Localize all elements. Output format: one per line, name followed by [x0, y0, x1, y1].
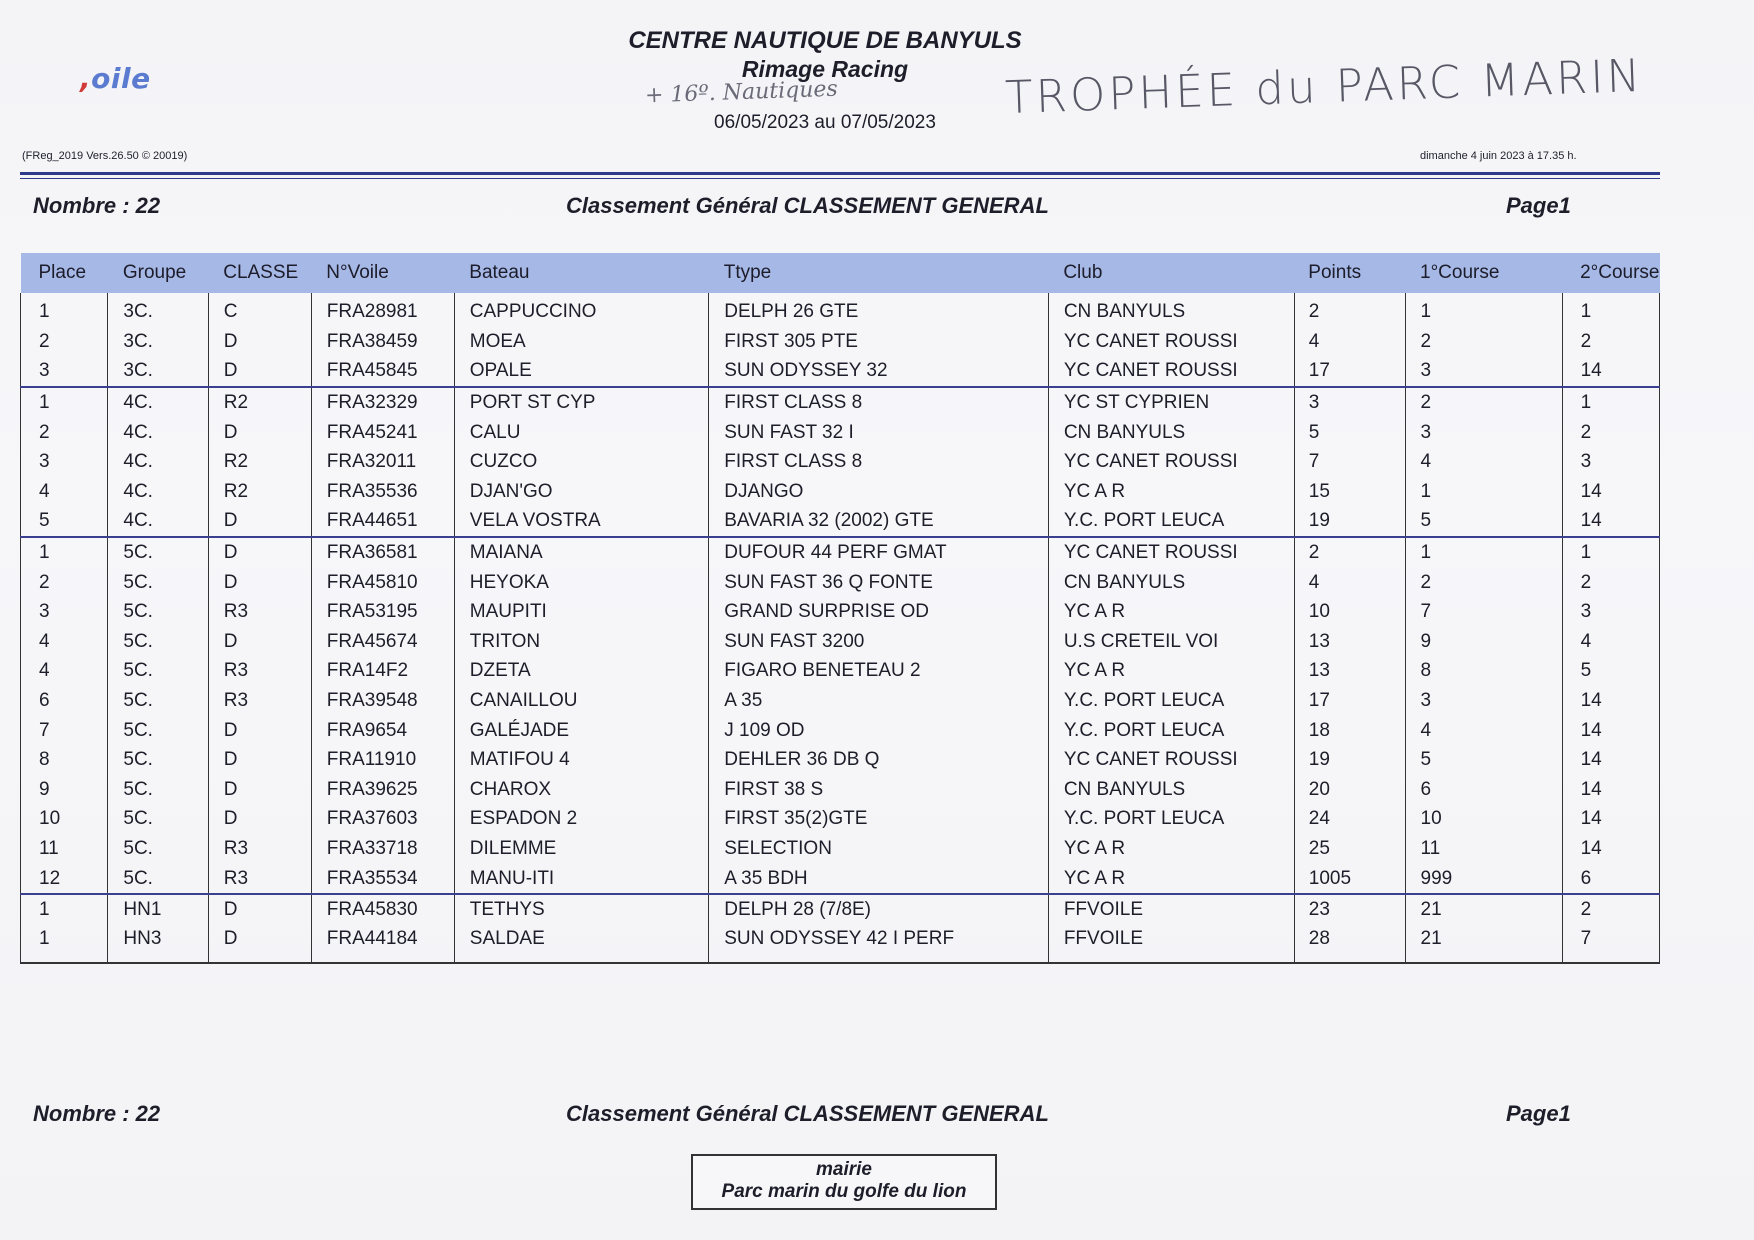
table-row	[21, 894, 1660, 925]
table-row	[21, 356, 1660, 387]
cell-points: 17	[1294, 356, 1405, 387]
sponsor-box	[691, 1154, 997, 1210]
cell-sail-number: FRA32011	[311, 447, 454, 477]
handwritten-title: TROPHÉE du PARC MARIN	[1004, 48, 1645, 125]
cell-club: YC ST CYPRIEN	[1048, 387, 1294, 418]
cell-points: 2	[1294, 293, 1405, 327]
cell-group: 4C.	[108, 387, 208, 418]
cell-club: Y.C. PORT LEUCA	[1048, 686, 1294, 716]
cell-sail-number: FRA14F2	[311, 656, 454, 686]
cell-boat: OPALE	[454, 356, 708, 387]
col-group: Groupe	[108, 253, 208, 293]
col-place: Place	[21, 253, 108, 293]
cell-points: 10	[1294, 597, 1405, 627]
cell-boat: CAPPUCCINO	[454, 293, 708, 327]
cell-boat: MATIFOU 4	[454, 745, 708, 775]
cell-boat: CANAILLOU	[454, 686, 708, 716]
table-row	[21, 537, 1660, 568]
cell-points: 4	[1294, 567, 1405, 597]
cell-race-1: 4	[1405, 715, 1562, 745]
cell-points: 20	[1294, 775, 1405, 805]
cell-race-1: 8	[1405, 656, 1562, 686]
cell-group: 5C.	[108, 863, 208, 894]
cell-boat: ESPADON 2	[454, 804, 708, 834]
cell-race-1: 2	[1405, 567, 1562, 597]
cell-points: 18	[1294, 715, 1405, 745]
cell-race-2: 2	[1562, 417, 1659, 447]
cell-points: 17	[1294, 686, 1405, 716]
cell-race-1: 10	[1405, 804, 1562, 834]
cell-race-1: 2	[1405, 327, 1562, 357]
cell-class: R2	[208, 387, 311, 418]
cell-group: 5C.	[108, 686, 208, 716]
cell-points: 24	[1294, 804, 1405, 834]
col-club: Club	[1048, 253, 1294, 293]
cell-class: D	[208, 567, 311, 597]
cell-place: 1	[21, 293, 108, 327]
cell-class: D	[208, 775, 311, 805]
cell-race-2: 14	[1562, 356, 1659, 387]
cell-club: CN BANYULS	[1048, 293, 1294, 327]
cell-race-1: 11	[1405, 834, 1562, 864]
cell-race-1: 1	[1405, 537, 1562, 568]
cell-group: HN3	[108, 924, 208, 963]
cell-class: R2	[208, 477, 311, 507]
cell-club: YC A R	[1048, 597, 1294, 627]
cell-class: D	[208, 715, 311, 745]
cell-sail-number: FRA44184	[311, 924, 454, 963]
cell-group: 5C.	[108, 715, 208, 745]
cell-class: R3	[208, 597, 311, 627]
cell-type: FIGARO BENETEAU 2	[709, 656, 1049, 686]
cell-points: 13	[1294, 627, 1405, 657]
cell-place: 2	[21, 417, 108, 447]
cell-group: 5C.	[108, 656, 208, 686]
cell-group: 5C.	[108, 627, 208, 657]
col-class: CLASSE	[208, 253, 311, 293]
cell-race-2: 7	[1562, 924, 1659, 963]
cell-sail-number: FRA45674	[311, 627, 454, 657]
cell-class: D	[208, 537, 311, 568]
cell-boat: CHAROX	[454, 775, 708, 805]
cell-race-2: 14	[1562, 745, 1659, 775]
software-version: (FReg_2019 Vers.26.50 © 20019)	[22, 150, 188, 162]
cell-class: D	[208, 894, 311, 925]
cell-type: SELECTION	[709, 834, 1049, 864]
cell-place: 1	[21, 387, 108, 418]
cell-sail-number: FRA45241	[311, 417, 454, 447]
table-row	[21, 327, 1660, 357]
table-row	[21, 863, 1660, 894]
cell-points: 28	[1294, 924, 1405, 963]
cell-group: 5C.	[108, 597, 208, 627]
col-race-1: 1°Course	[1405, 253, 1562, 293]
table-row	[21, 686, 1660, 716]
cell-race-1: 7	[1405, 597, 1562, 627]
cell-group: 3C.	[108, 293, 208, 327]
cell-race-2: 1	[1562, 387, 1659, 418]
cell-class: R3	[208, 656, 311, 686]
cell-race-2: 3	[1562, 597, 1659, 627]
cell-boat: DILEMME	[454, 834, 708, 864]
cell-points: 19	[1294, 506, 1405, 537]
cell-points: 15	[1294, 477, 1405, 507]
cell-place: 7	[21, 715, 108, 745]
cell-race-2: 1	[1562, 293, 1659, 327]
results-body	[21, 293, 1660, 963]
col-boat: Bateau	[454, 253, 708, 293]
cell-race-2: 14	[1562, 477, 1659, 507]
cell-sail-number: FRA33718	[311, 834, 454, 864]
regatta-name: Rimage Racing	[741, 56, 909, 82]
header-rule-thin	[20, 178, 1660, 179]
cell-race-1: 1	[1405, 293, 1562, 327]
cell-club: YC CANET ROUSSI	[1048, 327, 1294, 357]
cell-points: 13	[1294, 656, 1405, 686]
cell-sail-number: FRA36581	[311, 537, 454, 568]
cell-place: 4	[21, 477, 108, 507]
cell-place: 10	[21, 804, 108, 834]
cell-race-2: 14	[1562, 804, 1659, 834]
cell-club: YC CANET ROUSSI	[1048, 356, 1294, 387]
cell-group: 4C.	[108, 417, 208, 447]
cell-class: R3	[208, 834, 311, 864]
cell-class: R3	[208, 686, 311, 716]
cell-sail-number: FRA53195	[311, 597, 454, 627]
cell-place: 6	[21, 686, 108, 716]
col-race-2: 2°Course	[1562, 253, 1659, 293]
cell-class: D	[208, 356, 311, 387]
cell-sail-number: FRA39625	[311, 775, 454, 805]
swoosh-icon: ,	[80, 62, 92, 95]
cell-class: R3	[208, 863, 311, 894]
handwritten-note: + 16º. Nautiques	[644, 76, 839, 109]
page-number: Page1	[1506, 193, 1571, 218]
cell-group: 5C.	[108, 537, 208, 568]
cell-club: CN BANYULS	[1048, 417, 1294, 447]
cell-race-1: 3	[1405, 417, 1562, 447]
cell-club: CN BANYULS	[1048, 567, 1294, 597]
cell-group: 3C.	[108, 327, 208, 357]
cell-race-1: 2	[1405, 387, 1562, 418]
cell-place: 12	[21, 863, 108, 894]
cell-sail-number: FRA39548	[311, 686, 454, 716]
cell-type: FIRST CLASS 8	[709, 387, 1049, 418]
cell-race-2: 2	[1562, 327, 1659, 357]
table-row	[21, 627, 1660, 657]
footer-entry-count: Nombre : 22	[33, 1101, 161, 1126]
cell-boat: TRITON	[454, 627, 708, 657]
cell-type: FIRST CLASS 8	[709, 447, 1049, 477]
cell-points: 4	[1294, 327, 1405, 357]
cell-boat: MAIANA	[454, 537, 708, 568]
table-row	[21, 567, 1660, 597]
cell-race-1: 6	[1405, 775, 1562, 805]
cell-sail-number: FRA45830	[311, 894, 454, 925]
cell-race-1: 21	[1405, 894, 1562, 925]
cell-type: DELPH 26 GTE	[709, 293, 1049, 327]
cell-place: 9	[21, 775, 108, 805]
cell-club: FFVOILE	[1048, 894, 1294, 925]
cell-race-1: 5	[1405, 745, 1562, 775]
cell-type: SUN FAST 3200	[709, 627, 1049, 657]
cell-race-2: 3	[1562, 447, 1659, 477]
cell-class: D	[208, 924, 311, 963]
cell-race-1: 999	[1405, 863, 1562, 894]
cell-type: SUN FAST 32 I	[709, 417, 1049, 447]
table-row	[21, 506, 1660, 537]
sponsor-line-2: Parc marin du golfe du lion	[721, 1181, 967, 1202]
cell-type: A 35	[709, 686, 1049, 716]
col-points: Points	[1294, 253, 1405, 293]
cell-race-2: 1	[1562, 537, 1659, 568]
cell-points: 3	[1294, 387, 1405, 418]
cell-place: 11	[21, 834, 108, 864]
footer-summary-bar	[0, 1101, 1754, 1129]
cell-boat: CUZCO	[454, 447, 708, 477]
cell-sail-number: FRA37603	[311, 804, 454, 834]
cell-boat: MAUPITI	[454, 597, 708, 627]
cell-boat: MANU-ITI	[454, 863, 708, 894]
table-row	[21, 447, 1660, 477]
table-row	[21, 924, 1660, 963]
table-row	[21, 804, 1660, 834]
cell-race-2: 14	[1562, 775, 1659, 805]
cell-class: D	[208, 627, 311, 657]
regatta-dates: 06/05/2023 au 07/05/2023	[714, 112, 936, 133]
table-row	[21, 656, 1660, 686]
cell-place: 2	[21, 327, 108, 357]
table-row	[21, 417, 1660, 447]
cell-boat: PORT ST CYP	[454, 387, 708, 418]
cell-place: 3	[21, 447, 108, 477]
cell-type: DJANGO	[709, 477, 1049, 507]
cell-race-1: 3	[1405, 686, 1562, 716]
cell-boat: CALU	[454, 417, 708, 447]
cell-boat: DJAN'GO	[454, 477, 708, 507]
cell-class: D	[208, 417, 311, 447]
cell-type: SUN FAST 36 Q FONTE	[709, 567, 1049, 597]
cell-points: 2	[1294, 537, 1405, 568]
cell-club: CN BANYULS	[1048, 775, 1294, 805]
cell-group: 5C.	[108, 745, 208, 775]
cell-race-1: 21	[1405, 924, 1562, 963]
cell-group: 5C.	[108, 804, 208, 834]
cell-club: YC CANET ROUSSI	[1048, 447, 1294, 477]
cell-club: YC A R	[1048, 477, 1294, 507]
cell-race-1: 9	[1405, 627, 1562, 657]
cell-type: DEHLER 36 DB Q	[709, 745, 1049, 775]
cell-group: HN1	[108, 894, 208, 925]
footer-ranking-title: Classement Général CLASSEMENT GENERAL	[566, 1101, 1049, 1126]
cell-group: 5C.	[108, 775, 208, 805]
cell-type: J 109 OD	[709, 715, 1049, 745]
cell-class: C	[208, 293, 311, 327]
cell-race-2: 2	[1562, 567, 1659, 597]
cell-sail-number: FRA44651	[311, 506, 454, 537]
cell-club: YC CANET ROUSSI	[1048, 537, 1294, 568]
cell-type: BAVARIA 32 (2002) GTE	[709, 506, 1049, 537]
cell-group: 5C.	[108, 834, 208, 864]
cell-type: DUFOUR 44 PERF GMAT	[709, 537, 1049, 568]
cell-sail-number: FRA45845	[311, 356, 454, 387]
cell-sail-number: FRA35536	[311, 477, 454, 507]
cell-place: 5	[21, 506, 108, 537]
table-row	[21, 775, 1660, 805]
cell-boat: HEYOKA	[454, 567, 708, 597]
cell-sail-number: FRA45810	[311, 567, 454, 597]
cell-race-2: 14	[1562, 715, 1659, 745]
cell-race-2: 2	[1562, 894, 1659, 925]
cell-type: FIRST 305 PTE	[709, 327, 1049, 357]
cell-place: 2	[21, 567, 108, 597]
cell-group: 4C.	[108, 477, 208, 507]
cell-class: R2	[208, 447, 311, 477]
cell-type: FIRST 38 S	[709, 775, 1049, 805]
cell-sail-number: FRA28981	[311, 293, 454, 327]
cell-club: Y.C. PORT LEUCA	[1048, 506, 1294, 537]
cell-club: Y.C. PORT LEUCA	[1048, 804, 1294, 834]
cell-points: 1005	[1294, 863, 1405, 894]
cell-boat: GALÉJADE	[454, 715, 708, 745]
cell-place: 1	[21, 894, 108, 925]
cell-club: FFVOILE	[1048, 924, 1294, 963]
cell-club: Y.C. PORT LEUCA	[1048, 715, 1294, 745]
cell-group: 4C.	[108, 506, 208, 537]
table-row	[21, 387, 1660, 418]
cell-type: SUN ODYSSEY 42 I PERF	[709, 924, 1049, 963]
cell-sail-number: FRA9654	[311, 715, 454, 745]
cell-boat: TETHYS	[454, 894, 708, 925]
cell-place: 4	[21, 627, 108, 657]
logo-text: oile	[91, 62, 151, 95]
organizer-name: CENTRE NAUTIQUE DE BANYULS	[628, 27, 1022, 54]
summary-bar	[0, 193, 1754, 221]
cell-group: 4C.	[108, 447, 208, 477]
cell-place: 1	[21, 924, 108, 963]
cell-club: U.S CRETEIL VOI	[1048, 627, 1294, 657]
cell-boat: DZETA	[454, 656, 708, 686]
cell-place: 1	[21, 537, 108, 568]
cell-group: 5C.	[108, 567, 208, 597]
cell-race-2: 6	[1562, 863, 1659, 894]
cell-place: 3	[21, 356, 108, 387]
cell-sail-number: FRA38459	[311, 327, 454, 357]
cell-boat: MOEA	[454, 327, 708, 357]
cell-class: D	[208, 745, 311, 775]
cell-race-1: 4	[1405, 447, 1562, 477]
cell-class: D	[208, 804, 311, 834]
cell-type: A 35 BDH	[709, 863, 1049, 894]
cell-race-1: 3	[1405, 356, 1562, 387]
cell-points: 5	[1294, 417, 1405, 447]
cell-race-1: 1	[1405, 477, 1562, 507]
table-row	[21, 597, 1660, 627]
cell-club: YC A R	[1048, 834, 1294, 864]
cell-sail-number: FRA35534	[311, 863, 454, 894]
print-timestamp: dimanche 4 juin 2023 à 17.35 h.	[1420, 150, 1577, 162]
col-sail-number: N°Voile	[311, 253, 454, 293]
cell-points: 7	[1294, 447, 1405, 477]
cell-boat: VELA VOSTRA	[454, 506, 708, 537]
cell-points: 19	[1294, 745, 1405, 775]
cell-class: D	[208, 506, 311, 537]
cell-club: YC A R	[1048, 656, 1294, 686]
table-row	[21, 834, 1660, 864]
cell-place: 3	[21, 597, 108, 627]
footer-page-number: Page1	[1506, 1101, 1571, 1126]
table-row	[21, 745, 1660, 775]
table-row	[21, 477, 1660, 507]
cell-place: 4	[21, 656, 108, 686]
cell-type: SUN ODYSSEY 32	[709, 356, 1049, 387]
cell-race-2: 14	[1562, 834, 1659, 864]
cell-sail-number: FRA11910	[311, 745, 454, 775]
cell-type: FIRST 35(2)GTE	[709, 804, 1049, 834]
cell-club: YC A R	[1048, 863, 1294, 894]
cell-race-2: 14	[1562, 506, 1659, 537]
ranking-title: Classement Général CLASSEMENT GENERAL	[566, 193, 1049, 218]
cell-race-1: 5	[1405, 506, 1562, 537]
cell-club: YC CANET ROUSSI	[1048, 745, 1294, 775]
table-header-row	[21, 253, 1660, 293]
cell-class: D	[208, 327, 311, 357]
cell-group: 3C.	[108, 356, 208, 387]
results-table	[20, 253, 1660, 964]
col-type: Ttype	[709, 253, 1049, 293]
table-row	[21, 715, 1660, 745]
cell-race-2: 5	[1562, 656, 1659, 686]
cell-points: 23	[1294, 894, 1405, 925]
cell-points: 25	[1294, 834, 1405, 864]
cell-race-2: 14	[1562, 686, 1659, 716]
cell-place: 8	[21, 745, 108, 775]
table-row	[21, 293, 1660, 327]
sponsor-line-1: mairie	[816, 1159, 872, 1180]
cell-type: GRAND SURPRISE OD	[709, 597, 1049, 627]
cell-race-2: 4	[1562, 627, 1659, 657]
cell-boat: SALDAE	[454, 924, 708, 963]
cell-type: DELPH 28 (7/8E)	[709, 894, 1049, 925]
header-rule	[20, 172, 1660, 175]
entry-count: Nombre : 22	[33, 193, 161, 218]
cell-sail-number: FRA32329	[311, 387, 454, 418]
